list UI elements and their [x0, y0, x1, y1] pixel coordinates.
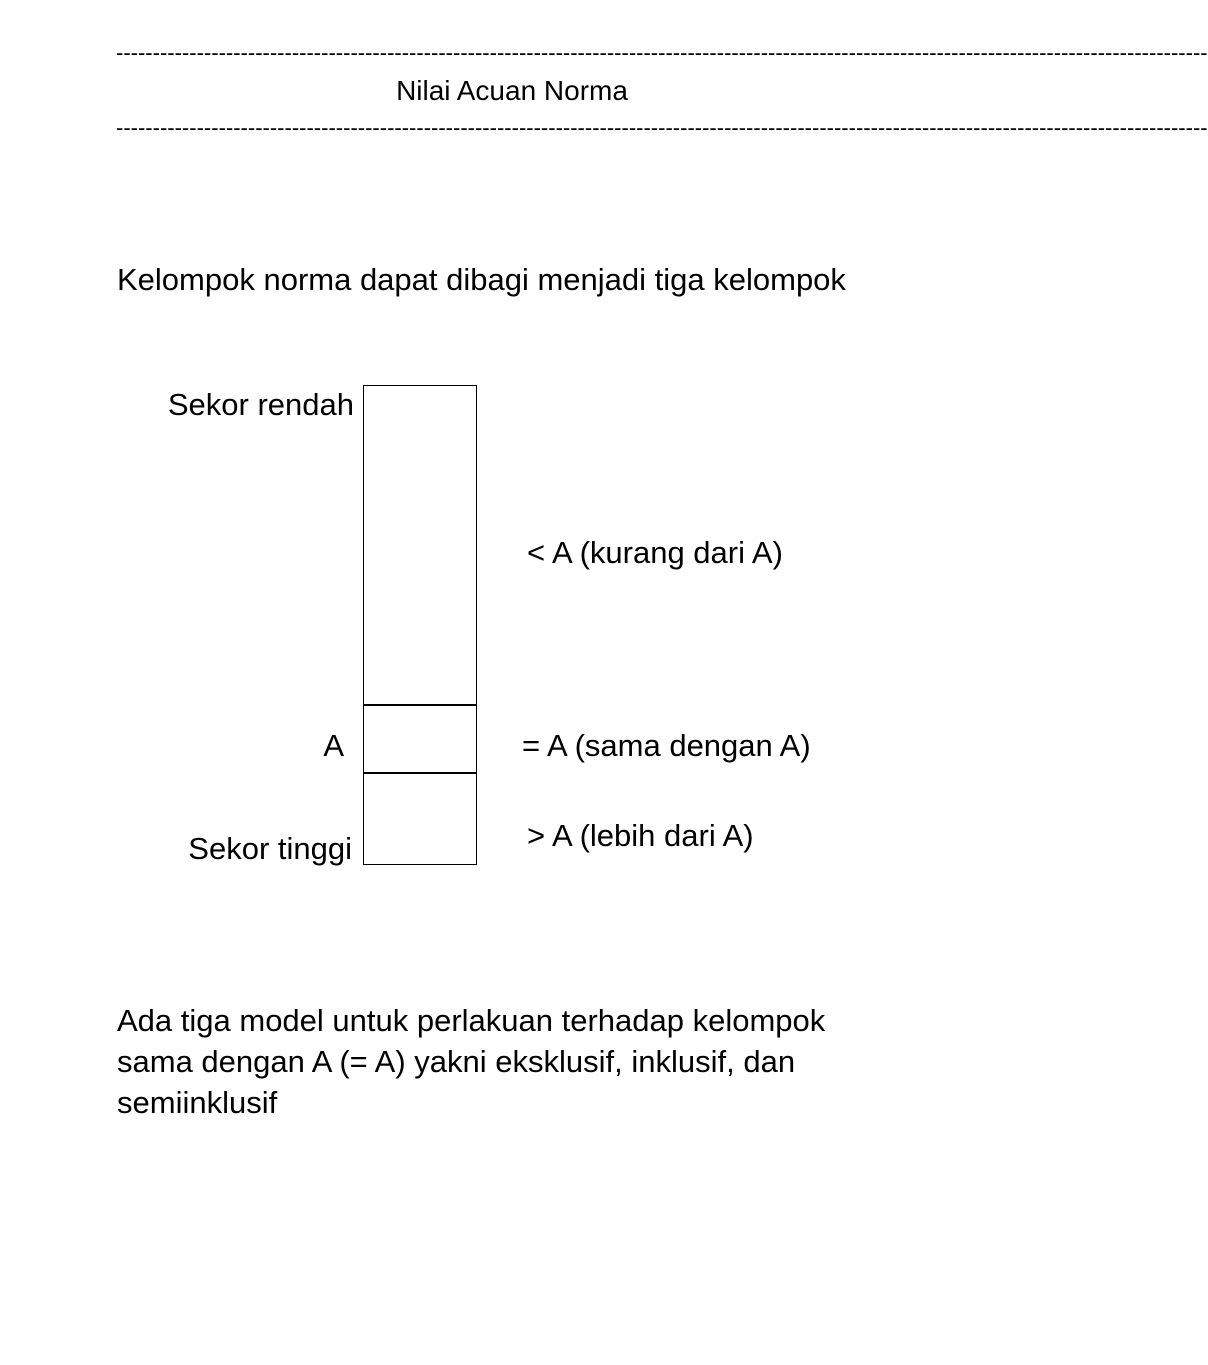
- category-equal-to-a: = A (sama dengan A): [522, 728, 811, 763]
- page-title: Nilai Acuan Norma: [396, 75, 628, 106]
- top-divider-rule: -----------------------------------------------------------------------------------------------------------------------------------------------------: [116, 40, 1208, 65]
- equal-group-box: [363, 704, 477, 774]
- closing-paragraph: [117, 1000, 917, 1123]
- high-score-label: Sekor tinggi: [188, 831, 352, 866]
- low-score-label: Sekor rendah: [167, 387, 354, 422]
- closing-line: sama dengan A (= A) yakni eksklusif, inklusif, dan: [117, 1044, 796, 1079]
- reference-score-label: A: [323, 728, 344, 763]
- bottom-divider-rule: -----------------------------------------------------------------------------------------------------------------------------------------------------: [116, 115, 1208, 140]
- higher-group-box: [363, 772, 477, 865]
- lower-group-box: [363, 385, 477, 706]
- category-less-than-a: < A (kurang dari A): [527, 535, 783, 570]
- category-more-than-a: > A (lebih dari A): [527, 818, 754, 853]
- closing-line: semiinklusif: [117, 1085, 278, 1120]
- closing-line: Ada tiga model untuk perlakuan terhadap kelompok: [117, 1003, 826, 1038]
- intro-text: Kelompok norma dapat dibagi menjadi tiga kelompok: [117, 262, 846, 297]
